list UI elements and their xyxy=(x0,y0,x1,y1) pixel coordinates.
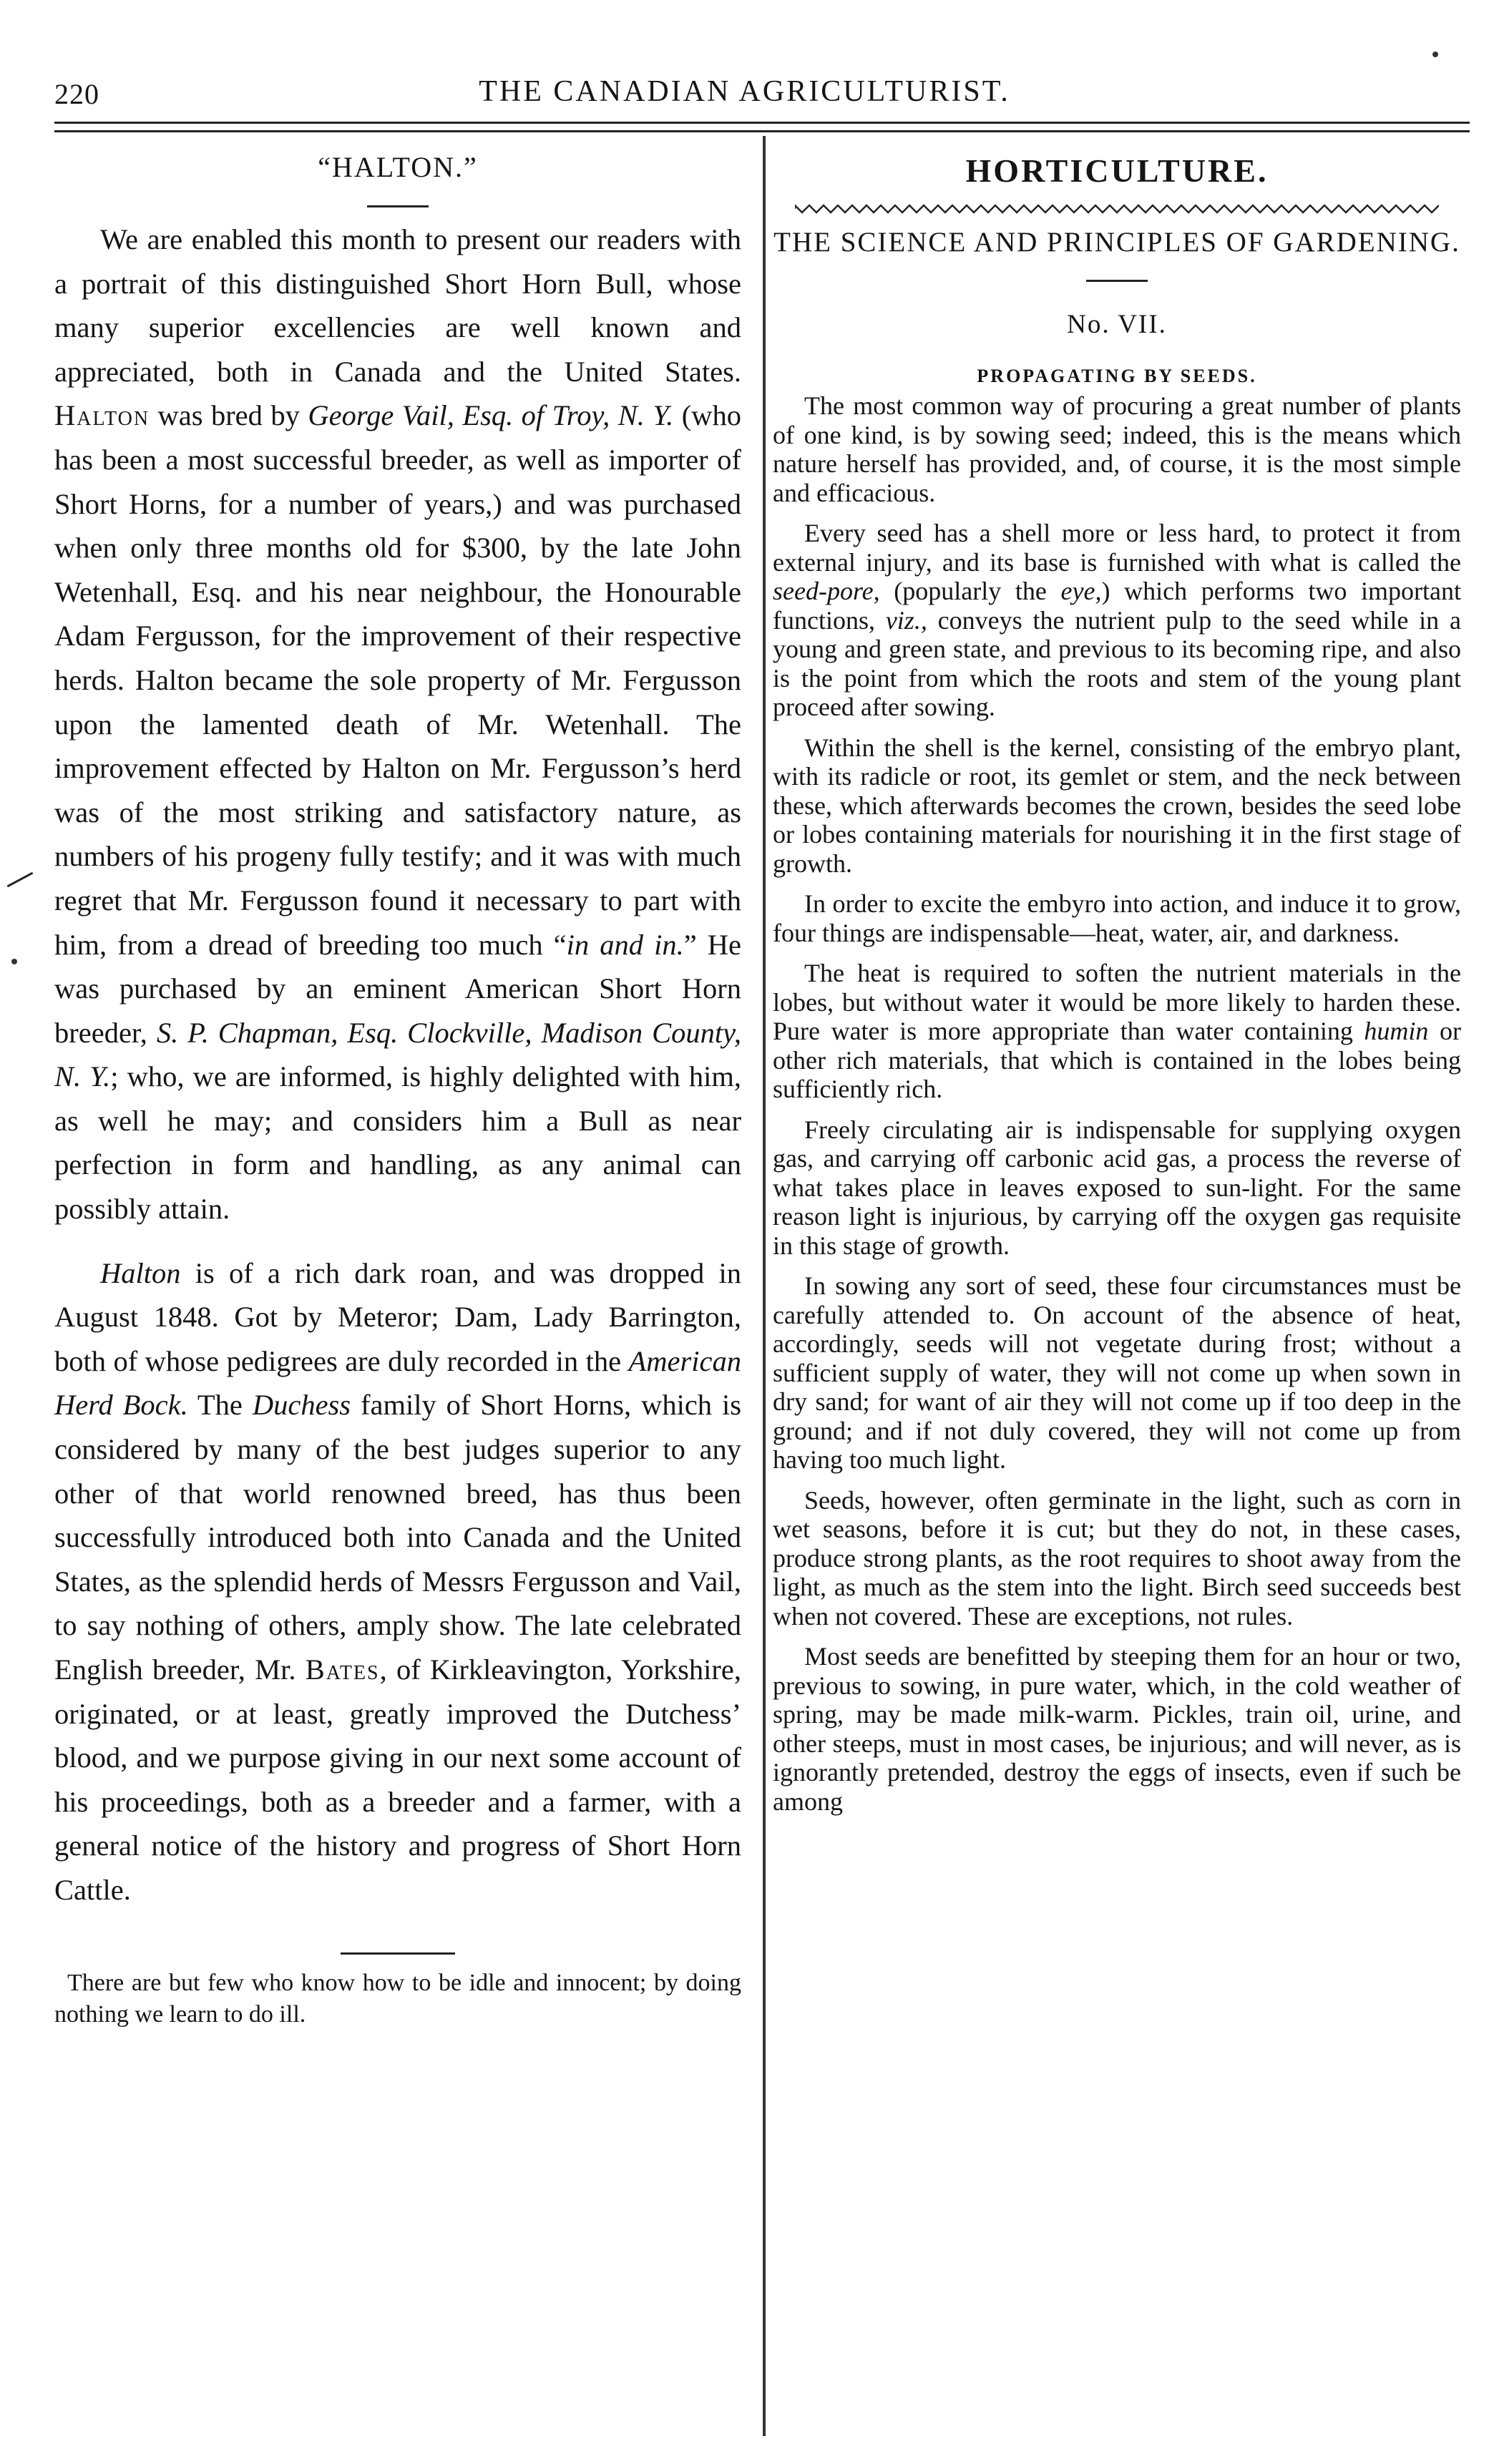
left-column xyxy=(54,140,741,2030)
text-run: Within the shell is the kernel, consisting of the embryo plant, with its radicle or root, its gemlet or stem, and the neck between these, which afterwards becomes the crown, besides the seed lobe or lobes containing materials for nourishing it in the first stage of growth. xyxy=(773,733,1461,878)
text-run: We are enabled this month to present our readers with a portrait of this distinguished Short Horn Bull, whose many superior excellencies are well known and appreciated, both in Canada and the United States. xyxy=(54,223,741,388)
halton-paragraph-2 xyxy=(54,1251,741,1912)
header-rule-top xyxy=(54,122,1470,124)
subheading: PROPAGATING BY SEEDS. xyxy=(977,366,1257,386)
margin-mark xyxy=(7,872,34,887)
text-run: is of a rich dark roan, and was dropped in August 1848. Got by Meteror; Dam, Lady Barrington, both of whose pedigrees are duly recorded in the xyxy=(54,1256,741,1377)
text-run: Freely circulating air is indispensable for supplying oxygen gas, and carrying off carbonic acid gas, a process the reverse of what takes place in leaves exposed to sun-light. For the same reason light is injurious, by carrying off the oxygen gas requisite in this stage of growth. xyxy=(773,1115,1461,1260)
duchess-italic: Duchess xyxy=(252,1389,351,1422)
italic-phrase: in and in. xyxy=(566,928,684,961)
italic-term: eye, xyxy=(1060,577,1102,605)
text-run: ) which performs two important functions, xyxy=(773,577,1461,635)
text-run: The xyxy=(187,1389,253,1422)
text-run: Every seed has a shell more or less hard, to protect it from external injury, and its base is furnished with what is called the xyxy=(773,519,1461,577)
herd-book-title: American Herd Bock. xyxy=(54,1344,741,1422)
ink-speck xyxy=(1432,52,1438,57)
italic-term: seed-pore, xyxy=(773,577,880,605)
title-rule xyxy=(367,205,429,207)
paragraph xyxy=(773,391,1461,507)
text-run: In order to excite the embyro into action, and induce it to grow, four things are indispensable—heat, water, air, and darkness. xyxy=(773,889,1461,947)
text-run: or other rich materials, that which is contained in the lobes being sufficiently rich. xyxy=(773,1017,1461,1103)
article-number: No. VII. xyxy=(1067,310,1167,339)
text-run: Most seeds are benefitted by steeping them for an hour or two, previous to sowing, in pure water, which, in the cold weather of spring, may be made milk-warm. Pickles, train oil, urine, and other steeps, must in most cases, be injurious; and will never, as is ignorantly pretended, destroy the eggs of insects, even if such be among xyxy=(773,1642,1461,1816)
halton-paragraph-1 xyxy=(54,217,741,1231)
bates-small-caps: Bates xyxy=(305,1653,380,1686)
paragraph xyxy=(773,733,1461,879)
italic-term: viz., xyxy=(885,605,927,635)
paragraph xyxy=(773,889,1461,947)
text-run: (who has been a most successful breeder, as well as importer of Short Horns, for a number of years,) and was purchased when only three months old for $300, by the late John Wetenhall, Esq. and his near neighbour, the Honourable Adam Fergusson, for the improvement of their respective herds. Halton became the sole property of Mr. Fergusson upon the lamented death of Mr. Wetenhall. The improvement effected by Halton on Mr. Fergusson’s herd was of the most striking and satisfactory nature, as numbers of his progeny fully testify; and it was with much regret that Mr. Fergusson found it necessary to part with him, from a dread of breeding too much “ xyxy=(54,399,741,961)
breeder-name: George Vail, Esq. of Troy, N. Y. xyxy=(308,399,674,432)
text-run: The heat is required to soften the nutrient materials in the lobes, but without water it would be more likely to harden these. Pure water is more appropriate than water containing xyxy=(773,959,1461,1045)
text-run: (popularly the xyxy=(879,577,1061,605)
running-title: THE CANADIAN AGRICULTURIST. xyxy=(479,75,1010,108)
paragraph xyxy=(773,959,1461,1104)
page-number: 220 xyxy=(54,78,99,110)
text-run: Seeds, however, often germinate in the light, such as corn in wet seasons, before it is cut; but they do not, in these cases, produce strong plants, as the root requires to shoot away from the light, as much as the stem into the light. Birch seed succeeds best when not covered. These are exceptions, not rules. xyxy=(773,1485,1461,1631)
paragraph xyxy=(773,1115,1461,1261)
text-run: The most common way of procuring a great number of plants of one kind, is by sowing seed; indeed, this is the means which nature herself has provided, and, of course, it is the most simple and efficacious. xyxy=(773,391,1461,507)
halton-small-caps: Halton xyxy=(54,399,150,432)
buyer-name: S. P. Chapman, Esq. Clockville, Madison County, N. Y. xyxy=(54,1016,741,1093)
text-run: ; who, we are informed, is highly delighted with him, as well he may; and considers him a Bull as near perfection in form and handling, as any animal can possibly attain. xyxy=(54,1060,741,1226)
halton-italic: Halton xyxy=(100,1256,181,1289)
maxim-note: There are but few who know how to be idle and innocent; by doing nothing we learn to do ill. xyxy=(54,1969,741,2028)
text-run: In sowing any sort of seed, these four circumstances must be carefully attended to. On account of the absence of heat, accordingly, seeds will not vegetate during frost; without a sufficient supply of water, they will not come up when sown in dry sand; for want of air they will not come up if too deep in the ground; and if not duly covered, they will not come up from having too much light. xyxy=(773,1271,1461,1474)
text-run: family of Short Horns, which is considered by many of the best judges superior to any other of that world renowned breed, has thus been successfully introduced both into Canada and the United States, as the splendid herds of Messrs Fergusson and Vail, to say nothing of others, amply show. The late celebrated English breeder, Mr. xyxy=(54,1389,741,1686)
paragraph xyxy=(773,1642,1461,1816)
paragraph xyxy=(773,519,1461,722)
text-run: ” He was purchased by an eminent American Short Horn breeder, xyxy=(54,928,741,1049)
article-title-halton: “HALTON.” xyxy=(318,151,478,183)
section-title: HORTICULTURE. xyxy=(965,152,1269,189)
wavy-rule xyxy=(795,204,1439,214)
column-divider xyxy=(763,136,766,2436)
text-run: was bred by xyxy=(150,399,308,432)
text-run: conveys the nutrient pulp to the seed while in a young and green state, and previous to its becoming ripe, and also is the point from which the roots and stem of the young plant proceed after sowing. xyxy=(773,605,1461,721)
right-column xyxy=(773,140,1461,1816)
paragraph xyxy=(773,1271,1461,1475)
margin-dot xyxy=(11,959,17,964)
paragraph xyxy=(773,1486,1461,1631)
header-rule-bottom xyxy=(54,130,1470,132)
note-rule xyxy=(341,1952,455,1955)
italic-term: humin xyxy=(1364,1017,1429,1045)
article-title-gardening: THE SCIENCE AND PRINCIPLES OF GARDENING. xyxy=(773,227,1460,258)
title-rule xyxy=(1086,280,1148,282)
text-run: , of Kirkleavington, Yorkshire, originated, or at least, greatly improved the Dutchess’ blood, and we purpose giving in our next some account of his proceedings, both as a breeder and a farmer, with a general notice of the history and progress of Short Horn Cattle. xyxy=(54,1653,741,1906)
